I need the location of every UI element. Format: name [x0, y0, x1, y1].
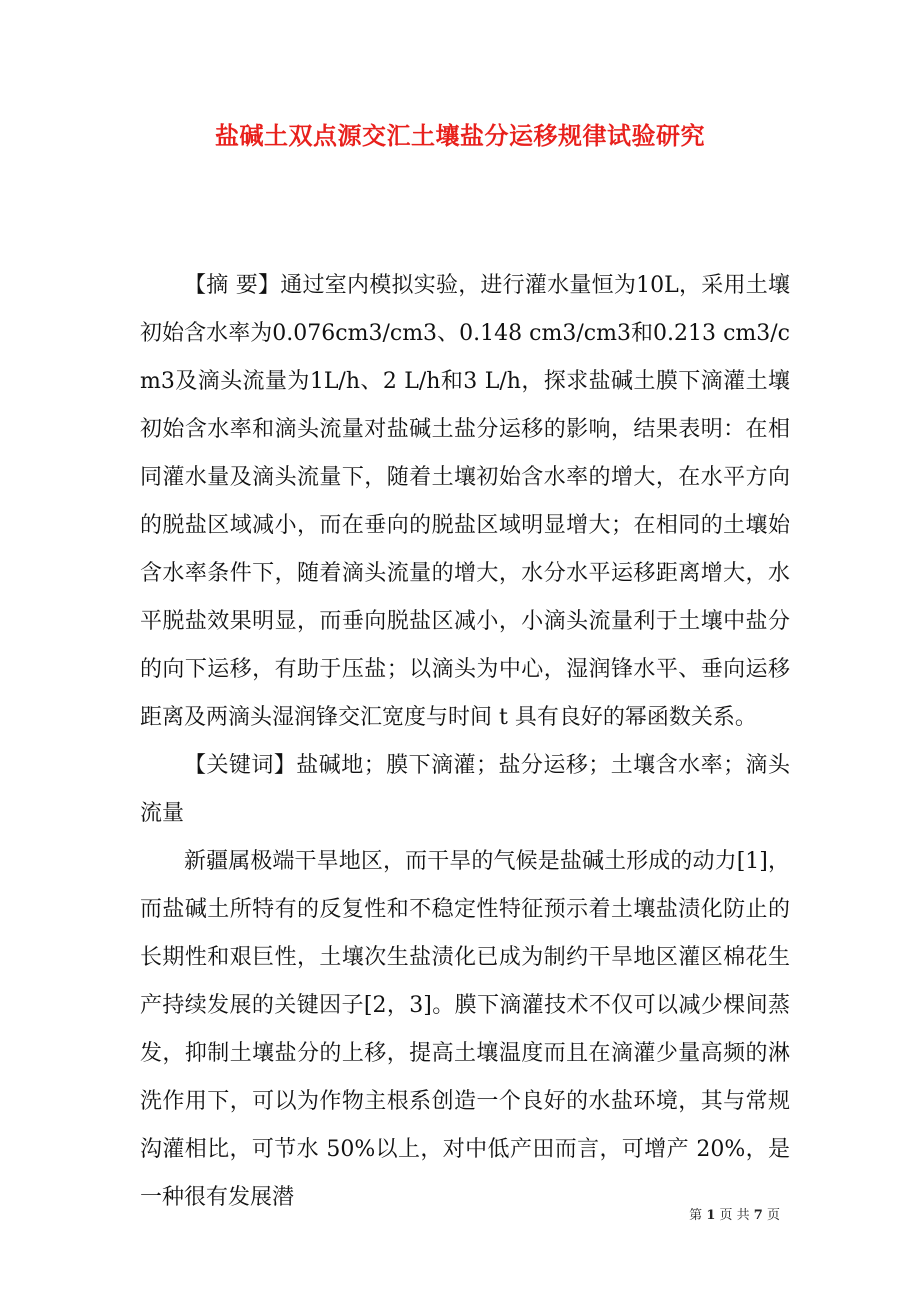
footer-total-pages: 7	[753, 1208, 763, 1223]
footer-suffix: 页	[766, 1208, 780, 1223]
intro-paragraph: 新疆属极端干旱地区，而干旱的气候是盐碱土形成的动力[1]，而盐碱土所特有的反复性和不稳定性特征预示着土壤盐渍化防止的长期性和艰巨性，土壤次生盐渍化已成为制约干旱地区灌区棉花生产持续发展的关键因子[2，3]。膜下滴灌技术不仅可以减少棵间蒸发，抑制土壤盐分的上移，提高土壤温度而且在滴灌少量高频的淋洗作用下，可以为作物主根系创造一个良好的水盐环境，其与常规沟灌相比，可节水 50%以上，对中低产田而言，可增产 20%，是一种很有发展潜	[140, 849, 790, 1210]
footer-prefix: 第	[689, 1208, 703, 1223]
document-title: 盐碱土双点源交汇土壤盐分运移规律试验研究	[215, 121, 705, 150]
keywords-paragraph: 【关键词】盐碱地；膜下滴灌；盐分运移；土壤含水率；滴头流量	[140, 753, 790, 826]
document-body	[140, 262, 790, 1222]
abstract-paragraph: 【摘 要】通过室内模拟实验，进行灌水量恒为10L，采用土壤初始含水率为0.076cm3/cm3、0.148 cm3/cm3和0.213 cm3/cm3及滴头流量为1L/h、2 L/h和3 L/h，探求盐碱土膜下滴灌土壤初始含水率和滴头流量对盐碱土盐分运移的影响，结果表明：在相同灌水量及滴头流量下，随着土壤初始含水率的增大，在水平方向的脱盐区域减小，而在垂向的脱盐区域明显增大；在相同的土壤始含水率条件下，随着滴头流量的增大，水分水平运移距离增大，水平脱盐效果明显，而垂向脱盐区减小，小滴头流量利于土壤中盐分的向下运移，有助于压盐；以滴头为中心，湿润锋水平、垂向运移距离及两滴头湿润锋交汇宽度与时间 t 具有良好的幂函数关系。	[140, 273, 790, 730]
footer-middle: 页 共	[719, 1208, 750, 1223]
page-footer	[689, 1206, 780, 1226]
footer-page-number: 1	[706, 1208, 716, 1223]
